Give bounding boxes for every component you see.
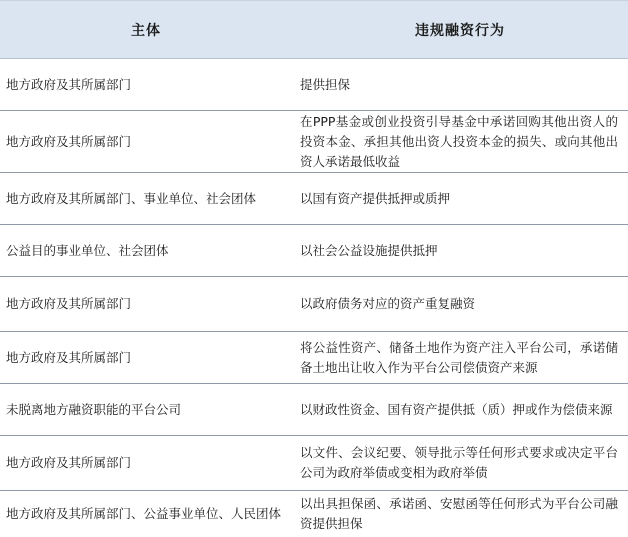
row-behavior-text: 提供担保 <box>300 76 351 92</box>
row-behavior <box>292 332 628 383</box>
table-row <box>0 59 628 111</box>
table-row <box>0 384 628 436</box>
row-subject-text: 地方政府及其所属部门 <box>6 76 132 92</box>
row-behavior <box>292 111 628 172</box>
table-row <box>0 111 628 173</box>
row-subject-text: 地方政府及其所属部门 <box>6 133 132 149</box>
row-behavior-text: 以出具担保函、承诺函、安慰函等任何形式为平台公司融资提供担保 <box>300 496 618 531</box>
table-row <box>0 173 628 225</box>
row-behavior <box>292 59 628 110</box>
row-behavior <box>292 491 628 537</box>
row-behavior-text: 将公益性资产、储备土地作为资产注入平台公司，承诺储备土地出让收入作为平台公司偿债资产来源 <box>300 339 618 375</box>
row-subject-text: 地方政府及其所属部门、公益事业单位、人民团体 <box>6 506 282 521</box>
table-row <box>0 436 628 491</box>
row-subject <box>0 277 292 331</box>
row-subject <box>0 332 292 383</box>
row-subject <box>0 225 292 276</box>
row-subject-text: 公益目的事业单位、社会团体 <box>6 242 169 258</box>
row-behavior <box>292 277 628 331</box>
row-behavior-text: 以文件、会议纪要、领导批示等任何形式要求或决定平台公司为政府举债或变相为政府举债 <box>300 445 618 480</box>
header-behavior: 违规融资行为 <box>415 22 505 39</box>
row-subject <box>0 59 292 110</box>
row-subject <box>0 436 292 490</box>
row-subject <box>0 491 292 537</box>
row-behavior <box>292 225 628 276</box>
row-behavior <box>292 436 628 490</box>
row-behavior <box>292 173 628 224</box>
row-behavior-text: 以政府债务对应的资产重复融资 <box>300 296 476 311</box>
table-row <box>0 277 628 332</box>
row-behavior-text: 在PPP基金或创业投资引导基金中承诺回购其他出资人的投资本金、承担其他出资人投资本金的损失、或向其他出资人承诺最低收益 <box>300 113 618 169</box>
row-behavior <box>292 384 628 435</box>
row-subject-text: 地方政府及其所属部门 <box>6 455 132 470</box>
row-subject-text: 地方政府及其所属部门、事业单位、社会团体 <box>6 190 257 206</box>
row-subject <box>0 173 292 224</box>
row-subject <box>0 111 292 172</box>
row-subject-text: 地方政府及其所属部门 <box>6 296 132 311</box>
table-header <box>0 0 628 59</box>
row-subject-text: 地方政府及其所属部门 <box>6 349 132 365</box>
table-row <box>0 332 628 384</box>
table-row <box>0 225 628 277</box>
header-subject: 主体 <box>131 22 161 39</box>
row-subject-text: 未脱离地方融资职能的平台公司 <box>6 401 182 417</box>
table-row <box>0 491 628 537</box>
row-subject <box>0 384 292 435</box>
row-behavior-text: 以财政性资金、国有资产提供抵（质）押或作为偿债来源 <box>300 401 613 417</box>
row-behavior-text: 以国有资产提供抵押或质押 <box>300 190 451 206</box>
row-behavior-text: 以社会公益设施提供抵押 <box>300 242 438 258</box>
